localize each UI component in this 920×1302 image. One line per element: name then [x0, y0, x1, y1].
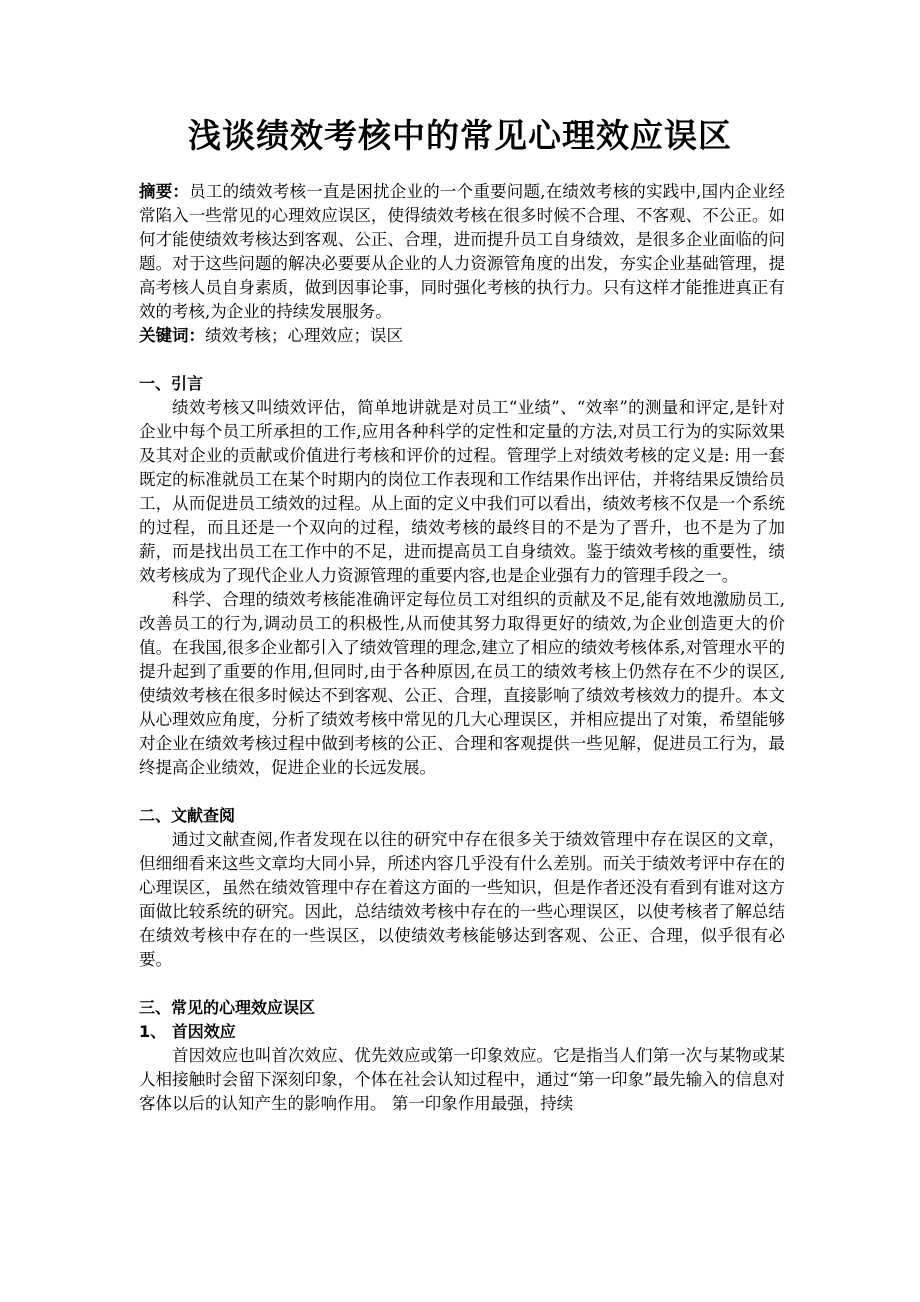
spacer: [139, 780, 785, 804]
introduction-paragraph-2: 科学、合理的绩效考核能准确评定每位员工对组织的贡献及不足,能有效地激励员工,改善员工的行为,调动员工的积极性,从而使其努力取得更好的绩效,为企业创造更大的价值。在我国,很多企业都引入了绩效管理的理念,建立了相应的绩效考核体系,对管理水平的提升起到了重要的作用,但同时,由于各种原因,在员工的绩效考核上仍然存在不少的误区,使绩效考核在很多时候达不到客观、公正、合理，直接影响了绩效考核效力的提升。本文从心理效应角度，分析了绩效考核中常见的几大心理误区，并相应提出了对策，希望能够对企业在绩效考核过程中做到考核的公正、合理和客观提供一些见解，促进员工行为，最终提高企业绩效，促进企业的长远发展。: [139, 590, 785, 777]
section-heading-introduction: 一、引言: [139, 374, 204, 393]
section-heading-common-errors: 三、常见的心理效应误区: [139, 998, 316, 1017]
section-heading-literature: 二、文献查阅: [139, 806, 236, 825]
subsection-heading-primacy-effect: 1、 首因效应: [139, 1022, 236, 1041]
primacy-effect-paragraph-1: 首因效应也叫首次效应、优先效应或第一印象效应。它是指当人们第一次与某物或某人相接触时会留下深刻印象，个体在社会认知过程中，通过“第一印象”最先输入的信息对客体以后的认知产生的影响作用。 第一印象作用最强，持续: [139, 1046, 785, 1113]
literature-paragraph-1: 通过文献查阅,作者发现在以往的研究中存在很多关于绩效管理中存在误区的文章，但细细看来这些文章均大同小异，所述内容几乎没有什么差别。而关于绩效考评中存在的心理误区，虽然在绩效管理中存在着这方面的一些知识，但是作者还没有看到有谁对这方面做比较系统的研究。因此，总结绩效考核中存在的一些心理误区，以使考核者了解总结在绩效考核中存在的一些误区，以使绩效考核能够达到客观、公正、合理，似乎很有必要。: [139, 830, 785, 969]
abstract-text: 员工的绩效考核一直是困扰企业的一个重要问题,在绩效考核的实践中,国内企业经常陷入一些常见的心理效应误区，使得绩效考核在很多时候不合理、不客观、不公正。如何才能使绩效考核达到客观、公正、合理，进而提升员工自身绩效，是很多企业面临的问题。对于这些问题的解决必要要从企业的人力资源管角度的出发，夯实企业基础管理，提高考核人员自身素质，做到因事论事，同时强化考核的执行力。只有这样才能推进真正有效的考核,为企业的持续发展服务。: [139, 182, 785, 321]
keywords-text: 绩效考核；心理效应；误区: [205, 326, 403, 345]
introduction-paragraph-1: 绩效考核又叫绩效评估，简单地讲就是对员工“业绩”、“效率”的测量和评定,是针对企业中每个员工所承担的工作,应用各种科学的定性和定量的方法,对员工行为的实际效果及其对企业的贡献或价值进行考核和评价的过程。管理学上对绩效考核的定义是: 用一套既定的标准就员工在某个时期内的岗位工作表现和工作结果作出评估，并将结果反馈给员工，从而促进员工绩效的过程。从上面的定义中我们可以看出，绩效考核不仅是一个系统的过程，而且还是一个双向的过程，绩效考核的最终目的不是为了晋升，也不是为了加薪，而是找出员工在工作中的不足，进而提高员工自身绩效。鉴于绩效考核的重要性，绩效考核成为了现代企业人力资源管理的重要内容,也是企业强有力的管理手段之一。: [139, 398, 785, 585]
document-body: [139, 180, 785, 1116]
abstract-label: 摘要：: [139, 182, 190, 201]
spacer: [139, 348, 785, 372]
keywords-label: 关键词：: [139, 326, 205, 345]
keywords-paragraph: [139, 324, 785, 348]
document-title: 浅谈绩效考核中的常见心理效应误区: [188, 116, 732, 155]
spacer: [139, 972, 785, 996]
abstract-paragraph: [139, 180, 785, 324]
